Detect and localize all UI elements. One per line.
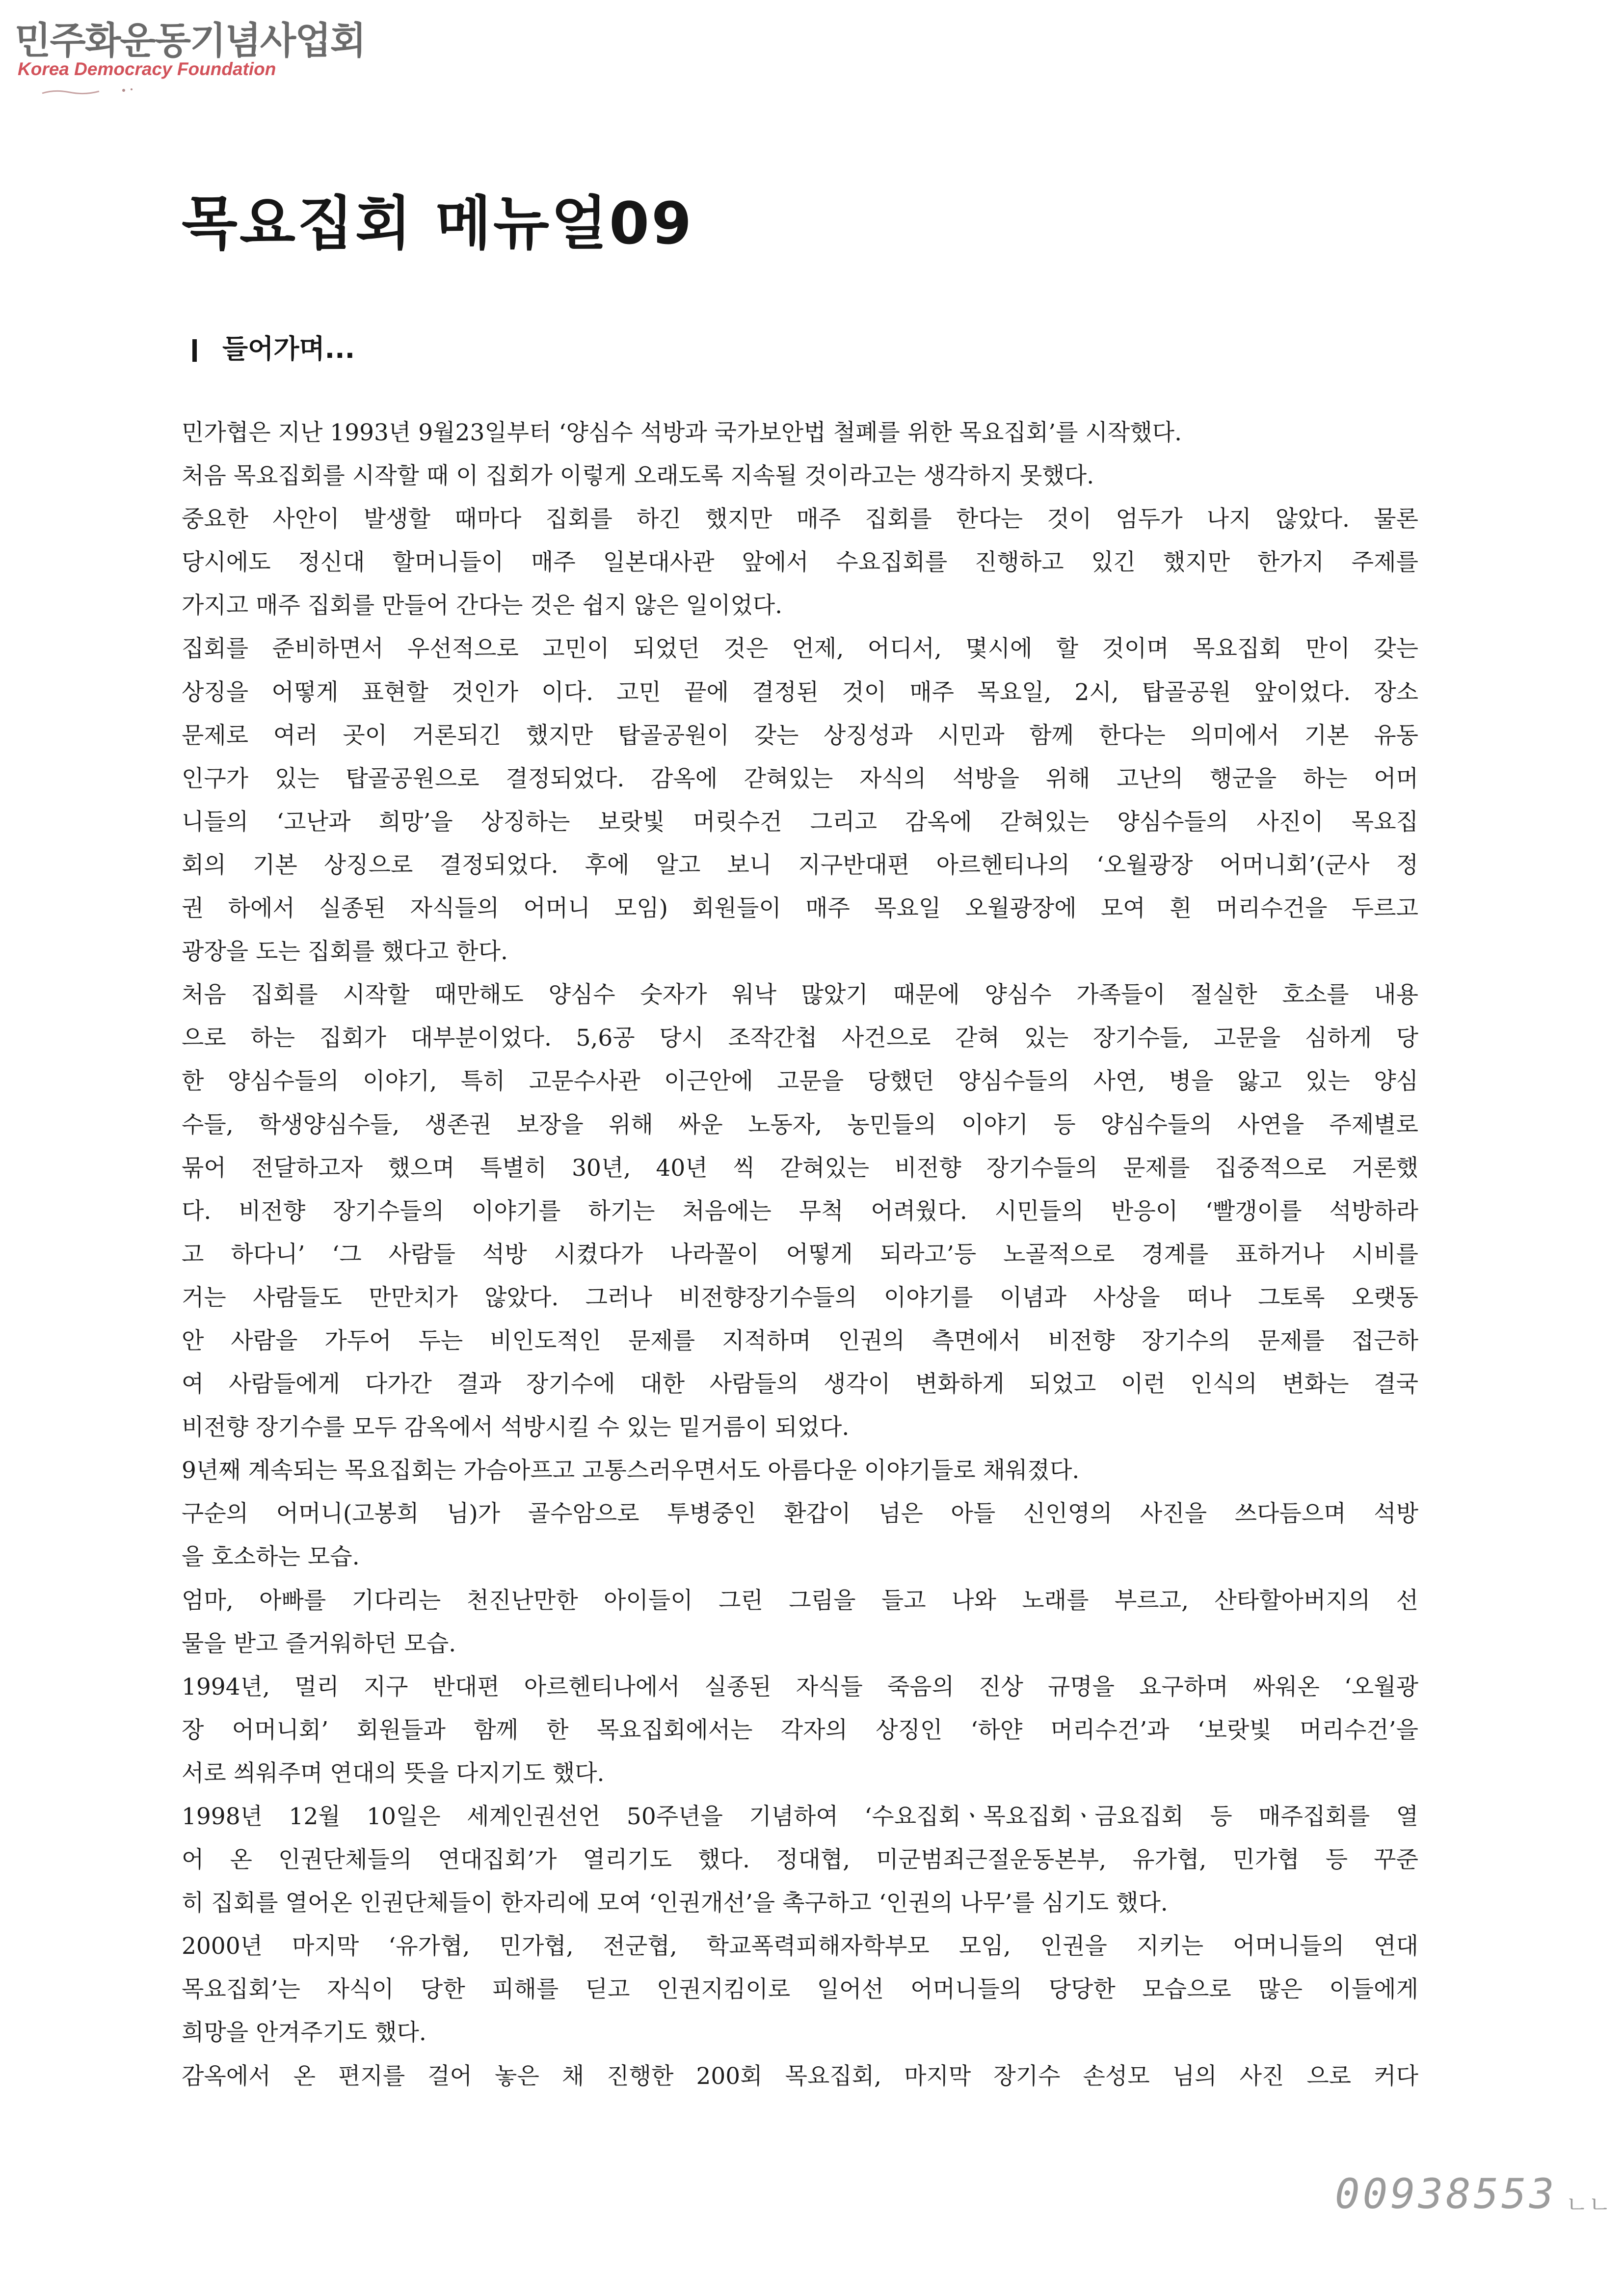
body-line: 권 하에서 실종된 자식들의 어머니 모임) 회원들이 매주 목요일 오월광장에 모여 흰 머리수건을 두르고 [182,895,1418,922]
foundation-name-english: Korea Democracy Foundation [18,59,276,79]
body-line: 니들의 ‘고난과 희망’을 상징하는 보랏빛 머릿수건 그리고 감옥에 갇혀있는 양심수들의 사진이 목요집 [182,808,1418,836]
foundation-name-korean: 민주화운동기념사업회 [15,19,366,62]
body-line: 상징을 어떻게 표현할 것인가 이다. 고민 끝에 결정된 것이 매주 목요일, 2시, 탑골공원 앞이었다. 장소 [182,678,1418,706]
body-line: 으로 하는 집회가 대부분이었다. 5,6공 당시 조작간첩 사건으로 갇혀 있는 장기수들, 고문을 심하게 당 [182,1025,1418,1052]
body-line: 비전향 장기수를 모두 감옥에서 석방시킬 수 있는 밑거름이 되었다. [182,1414,850,1441]
body-line: 물을 받고 즐거워하던 모습. [182,1630,456,1657]
body-line: 2000년 마지막 ‘유가협, 민가협, 전군협, 학교폭력피해자학부모 모임, 인권을 지키는 어머니들의 연대 [182,1933,1418,1960]
body-line: 장 어머니회’ 회원들과 함께 한 목요집회에서는 각자의 상징인 ‘하얀 머리수건’과 ‘보랏빛 머리수건’을 [182,1716,1418,1744]
body-line: 가지고 매주 집회를 만들어 간다는 것은 쉽지 않은 일이었다. [182,592,783,620]
foundation-stamp [11,11,366,104]
body-line: 광장을 도는 집회를 했다고 한다. [182,938,508,966]
body-line: 서로 씌워주며 연대의 뜻을 다지기도 했다. [182,1759,605,1787]
body-line: 다. 비전향 장기수들의 이야기를 하기는 처음에는 무척 어려웠다. 시민들의 반응이 ‘빨갱이를 석방하라 [182,1197,1418,1225]
body-line: 묶어 전달하고자 했으며 특별히 30년, 40년 씩 갇혀있는 비전향 장기수들의 문제를 집중적으로 거론했 [182,1154,1418,1182]
body-line: 수들, 학생양심수들, 생존권 보장을 위해 싸운 노동자, 농민들의 이야기 등 양심수들의 사연을 주제별로 [182,1111,1418,1138]
document-body [182,411,1418,2098]
body-line: 집회를 준비하면서 우선적으로 고민이 되었던 것은 언제, 어디서, 몇시에 할 것이며 목요집회 만이 갖는 [182,635,1418,663]
body-line: 처음 목요집회를 시작할 때 이 집회가 이렇게 오래도록 지속될 것이라고는 생각하지 못했다. [182,462,1094,490]
section-heading [192,328,355,366]
body-line: 중요한 사안이 발생할 때마다 집회를 하긴 했지만 매주 집회를 한다는 것이 엄두가 나지 않았다. 물론 [182,506,1418,533]
body-line: 거는 사람들도 만만치가 않았다. 그러나 비전향장기수들의 이야기를 이념과 사상을 떠나 그토록 오랫동 [182,1284,1418,1311]
body-line: 을 호소하는 모습. [182,1543,360,1571]
body-line: 문제로 여러 곳이 거론되긴 했지만 탑골공원이 갖는 상징성과 시민과 함께 한다는 의미에서 기본 유동 [182,722,1418,749]
body-line: 당시에도 정신대 할머니들이 매주 일본대사관 앞에서 수요집회를 진행하고 있긴 했지만 한가지 주제를 [182,549,1418,576]
body-line: 구순의 어머니(고봉희 님)가 골수암으로 투병중인 환갑이 넘은 아들 신인영의 사진을 쓰다듬으며 석방 [182,1500,1418,1528]
section-heading-text: 들어가며... [222,333,355,364]
body-line: 고 하다니’ ‘그 사람들 석방 시켰다가 나라꼴이 어떻게 되라고’등 노골적으로 경계를 표하거나 시비를 [182,1241,1418,1268]
body-line: 한 양심수들의 이야기, 특히 고문수사관 이근안에 고문을 당했던 양심수들의 사연, 병을 앓고 있는 양심 [182,1068,1418,1095]
body-line: 히 집회를 열어온 인권단체들이 한자리에 모여 ‘인권개선’을 촉구하고 ‘인권의 나무’를 심기도 했다. [182,1890,1168,1917]
body-line: 회의 기본 상징으로 결정되었다. 후에 알고 보니 지구반대편 아르헨티나의 ‘오월광장 어머니회’(군사 정 [182,851,1418,879]
body-line: 감옥에서 온 편지를 걸어 놓은 채 진행한 200회 목요집회, 마지막 장기수 손성모 님의 사진 으로 커다 [182,2062,1418,2090]
stamp-underline-mark [40,84,158,99]
body-line: 엄마, 아빠를 기다리는 천진난만한 아이들이 그린 그림을 들고 나와 노래를 부르고, 산타할아버지의 선 [182,1587,1418,1614]
body-line: 인구가 있는 탑골공원으로 결정되었다. 감옥에 갇혀있는 자식의 석방을 위해 고난의 행군을 하는 어머 [182,765,1418,792]
body-line: 여 사람들에게 다가간 결과 장기수에 대한 사람들의 생각이 변화하게 되었고 이런 인식의 변화는 결국 [182,1371,1418,1398]
body-line: 1994년, 멀리 지구 반대편 아르헨티나에서 실종된 자식들 죽음의 진상 규명을 요구하며 싸워온 ‘오월광 [182,1673,1418,1701]
body-line: 목요집회’는 자식이 당한 피해를 딛고 인권지킴이로 일어선 어머니들의 당당한 모습으로 많은 이들에게 [182,1976,1418,2003]
body-line: 어 온 인권단체들의 연대집회’가 열리기도 했다. 정대협, 미군범죄근절운동본부, 유가협, 민가협 등 꾸준 [182,1846,1418,1874]
body-line: 9년째 계속되는 목요집회는 가슴아프고 고통스러우면서도 아름다운 이야기들로 채워졌다. [182,1457,1080,1485]
body-line: 1998년 12월 10일은 세계인권선언 50주년을 기념하여 ‘수요집회ㆍ목요집회ㆍ금요집회 등 매주집회를 열 [182,1803,1418,1830]
document-title: 목요집회 메뉴얼09 [182,189,694,257]
body-line: 민가협은 지난 1993년 9월23일부터 ‘양심수 석방과 국가보안법 철폐를 위한 목요집회’를 시작했다. [182,419,1182,446]
body-line: 처음 집회를 시작할 때만해도 양심수 숫자가 워낙 많았기 때문에 양심수 가족들이 절실한 호소를 내용 [182,981,1418,1009]
handwritten-mark: ㄴㄴ [1566,2191,1611,2218]
archive-number: 00938553 [1335,2170,1557,2218]
body-line: 희망을 안겨주기도 했다. [182,2019,426,2047]
section-bullet-bar [192,339,197,362]
body-line: 안 사람을 가두어 두는 비인도적인 문제를 지적하며 인권의 측면에서 비전향 장기수의 문제를 접근하 [182,1327,1418,1354]
